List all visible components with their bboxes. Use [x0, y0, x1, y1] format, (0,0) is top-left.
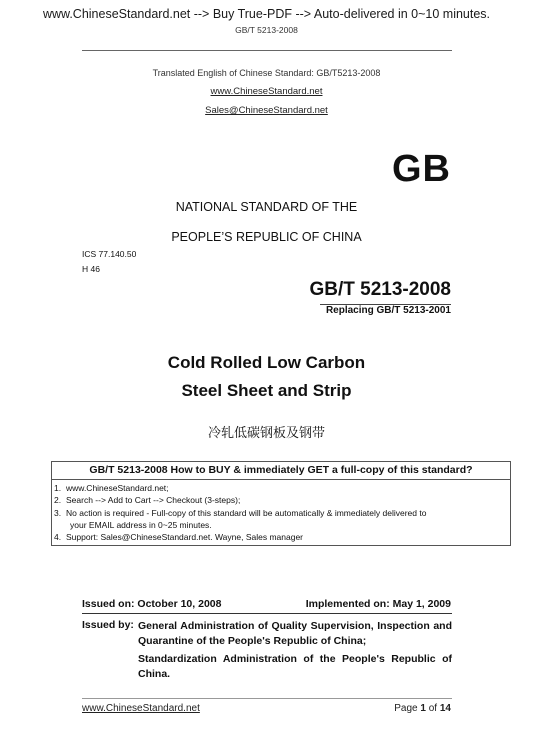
national-standard-line1: NATIONAL STANDARD OF THE — [175, 200, 358, 214]
gb-logo: GB — [392, 148, 451, 190]
step-text[interactable]: Support: Sales@ChineseStandard.net. Wayne, Sales manager — [66, 532, 304, 543]
issued-on-date: Issued on: October 10, 2008 — [82, 598, 222, 610]
page-label: Page — [394, 703, 418, 714]
footer-divider — [82, 698, 452, 699]
step-text: No action is required - Full-copy of this standard will be automatically & immediately delivered to — [66, 507, 427, 518]
buy-steps-list — [54, 482, 426, 543]
buy-step-continuation — [54, 519, 426, 531]
header-divider — [82, 50, 452, 51]
document-title-line1: Cold Rolled Low Carbon — [167, 353, 366, 372]
step-number: 4. — [54, 532, 62, 543]
standard-number: GB/T 5213-2008 — [309, 279, 451, 300]
page-number — [394, 703, 451, 714]
header-standard-code: GB/T 5213-2008 — [235, 25, 298, 35]
replacing-standard: Replacing GB/T 5213-2001 — [325, 305, 451, 316]
email-link[interactable]: Sales@ChineseStandard.net — [205, 105, 328, 116]
h-code: H 46 — [82, 264, 100, 274]
page-total: 14 — [439, 703, 451, 714]
buy-info-divider — [52, 479, 510, 480]
step-number: 2. — [54, 495, 62, 506]
step-text[interactable]: www.ChineseStandard.net; — [66, 483, 169, 493]
document-title-line2: Steel Sheet and Strip — [181, 381, 352, 400]
footer-website-link[interactable]: www.ChineseStandard.net — [82, 703, 200, 714]
buy-info-heading: GB/T 5213-2008 How to BUY & immediately GET a full-copy of this standard? — [89, 464, 473, 476]
buy-step — [54, 494, 426, 506]
header-banner: www.ChineseStandard.net --> Buy True-PDF --> Auto-delivered in 0~10 minutes. — [42, 7, 491, 21]
page-of: of — [428, 703, 438, 714]
buy-info-box — [51, 461, 511, 546]
buy-step — [54, 507, 426, 519]
ics-code: ICS 77.140.50 — [82, 249, 137, 259]
issuer-sac: Standardization Administration of the People's Republic of China. — [138, 653, 452, 680]
issued-by-label: Issued by: — [82, 619, 134, 631]
chinese-title: 冷轧低碳钢板及钢带 — [207, 426, 325, 441]
translated-note: Translated English of Chinese Standard: GB/T5213-2008 — [152, 68, 381, 78]
dates-divider — [82, 613, 452, 614]
issuer-aqsiq: General Administration of Quality Supervision, Inspection and Quarantine of the People's Republic of China; — [138, 620, 452, 647]
step-number: 3. — [54, 507, 62, 518]
buy-step — [54, 482, 426, 494]
step-text: Search --> Add to Cart --> Checkout (3-steps); — [66, 495, 241, 506]
national-standard-line2: PEOPLE’S REPUBLIC OF CHINA — [171, 230, 362, 244]
step-text: your EMAIL address in 0~25 minutes. — [70, 519, 212, 530]
implemented-on-date: Implemented on: May 1, 2009 — [305, 598, 451, 610]
page-current: 1 — [420, 703, 426, 714]
buy-step — [54, 531, 426, 543]
step-number: 1. — [54, 483, 62, 493]
website-link[interactable]: www.ChineseStandard.net — [210, 86, 323, 97]
